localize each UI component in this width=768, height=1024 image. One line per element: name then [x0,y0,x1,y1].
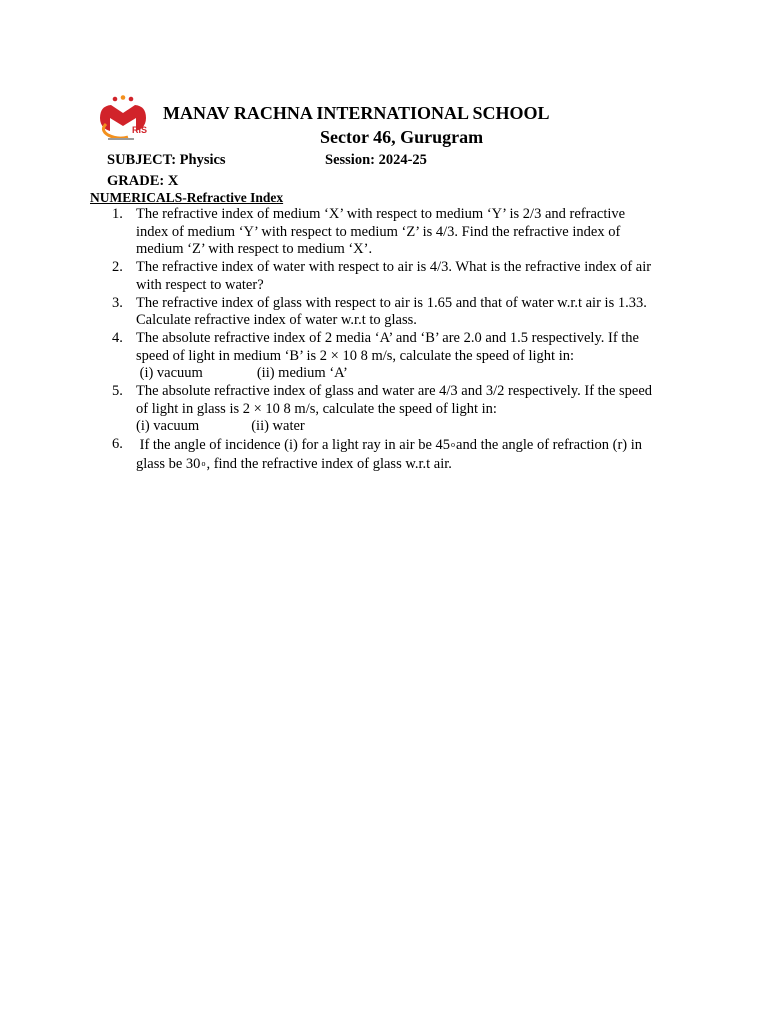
question-option: (ii) medium ‘A’ [256,365,348,382]
question-text: , find the refractive index of glass w.r.t air. [206,455,452,472]
degree-symbol: o [451,440,456,450]
school-name: MANAV RACHNA INTERNATIONAL SCHOOL [163,103,550,123]
degree-symbol: o [201,458,206,468]
question-item [107,259,682,294]
logo-text: RIS [132,125,148,135]
question-item [107,330,682,383]
question-item [107,383,682,436]
question-list [107,206,682,474]
question-number: 6. [112,436,123,453]
question-number: 2. [112,259,123,276]
question-option: (ii) water [251,418,305,435]
question-text-line: The refractive index of medium ‘X’ with respect to medium ‘Y’ is 2/3 and refractive [136,206,626,222]
question-text-line: The refractive index of glass with respect to air is 1.65 and that of water w.r.t air is 1.33. [136,294,647,311]
question-text: and the angle of refraction (r) in [456,437,643,454]
question-number: 1. [112,206,123,222]
question-text: If the angle of incidence (i) for a light ray in air be 45 [136,437,451,454]
question-options-line [136,365,682,383]
question-item [107,295,682,330]
question-text-line: The absolute refractive index of glass and water are 4/3 and 3/2 respectively. If the speed [136,383,653,400]
grade-label: GRADE: X [107,173,179,189]
question-text-line [136,455,682,474]
question-option: (i) vacuum [136,365,203,382]
school-address: Sector 46, Gurugram [320,127,484,147]
question-text: glass be 30 [136,455,201,472]
question-text-line [136,436,682,455]
question-text-line: of light in glass is 2 × 10 8 m/s, calculate the speed of light in: [136,400,497,417]
question-number: 5. [112,383,123,400]
session-label: Session: 2024-25 [325,152,427,168]
question-text-line: The refractive index of water with respect to air is 4/3. What is the refractive index of air [136,259,652,276]
school-logo [96,94,150,144]
question-number: 4. [112,329,123,346]
question-text-line: medium ‘Z’ with respect to medium ‘X’. [136,241,373,258]
question-options-line [136,418,682,436]
question-item [107,436,682,473]
question-text-line: Calculate refractive index of water w.r.t to glass. [136,312,417,329]
question-option: (i) vacuum [136,418,200,435]
question-number: 3. [112,294,123,311]
question-text-line: with respect to water? [136,276,264,293]
question-text-line: The absolute refractive index of 2 media ‘A’ and ‘B’ are 2.0 and 1.5 respectively. If the [136,329,639,346]
question-item [107,206,682,259]
subject-label: SUBJECT: Physics [107,152,226,168]
question-text-line: index of medium ‘Y’ with respect to medium ‘Z’ is 4/3. Find the refractive index of [136,223,621,240]
question-text-line: speed of light in medium ‘B’ is 2 × 10 8 m/s, calculate the speed of light in: [136,347,574,364]
section-heading: NUMERICALS-Refractive Index [90,190,284,205]
